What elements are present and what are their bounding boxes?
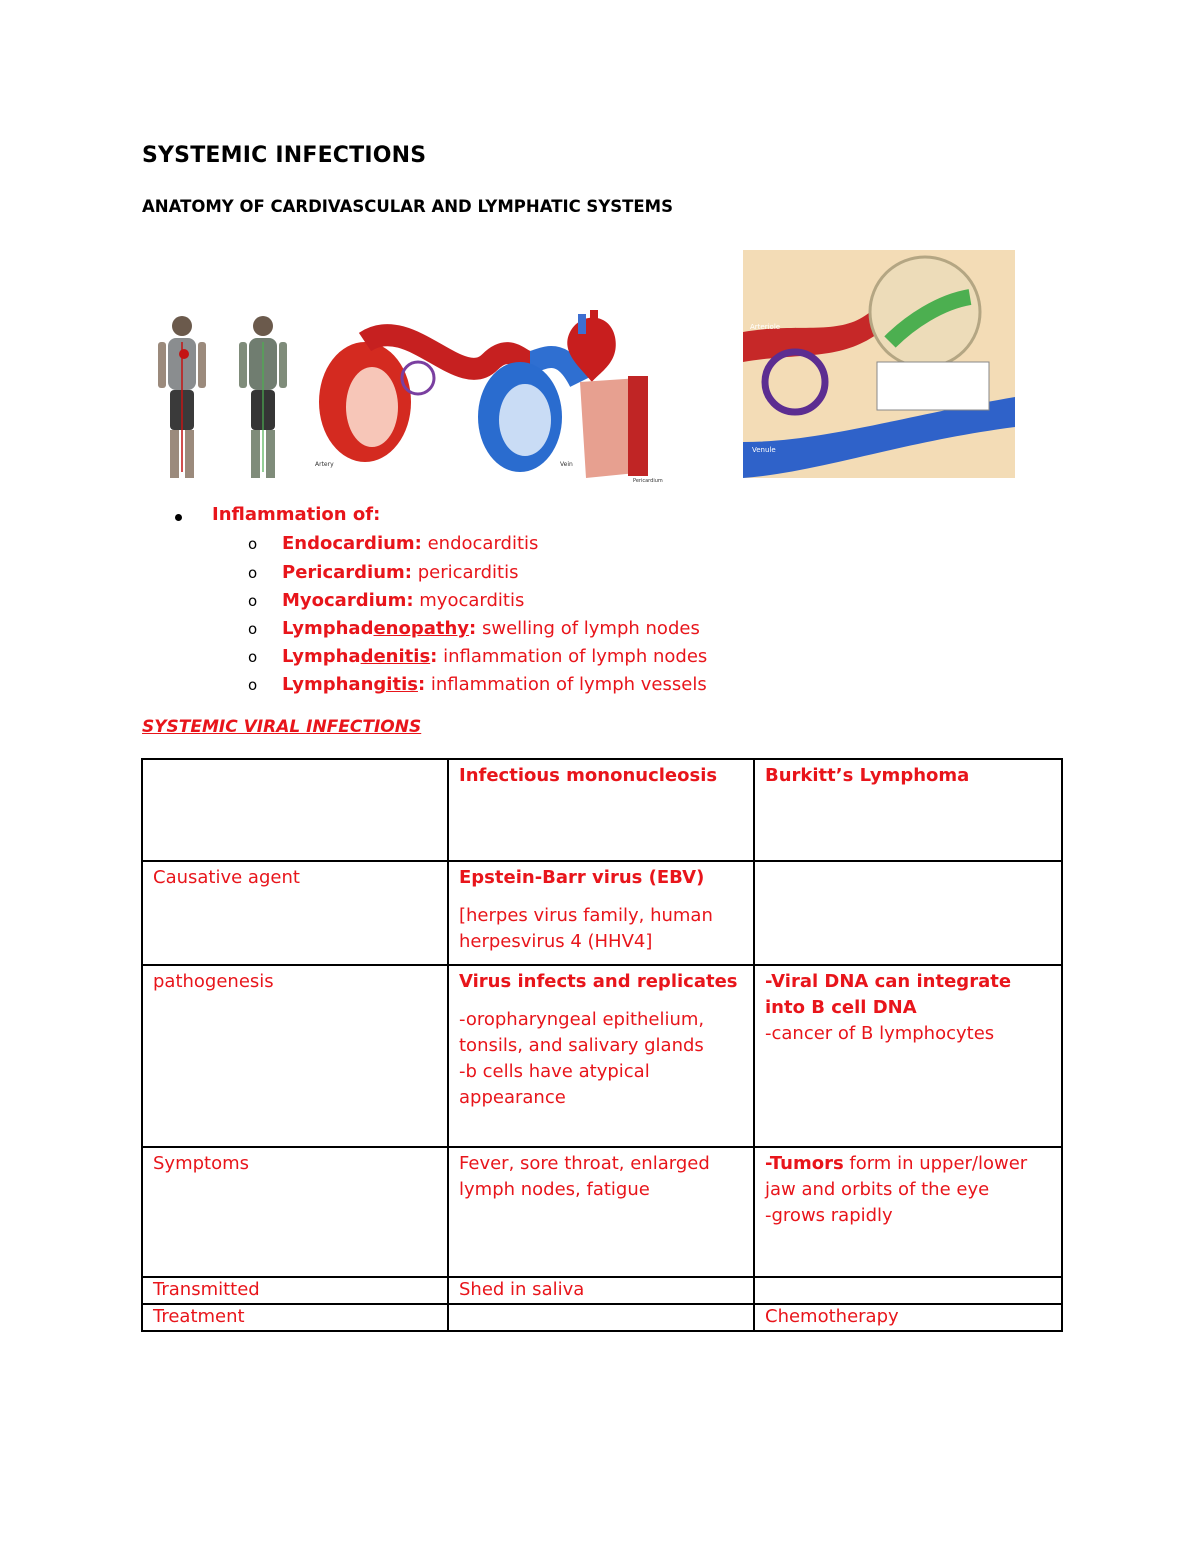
term: Myocardium: <box>282 590 414 611</box>
table-row <box>142 965 1062 1147</box>
burkitt-symptoms-text: form in upper/lower jaw and orbits of the eye <box>765 1153 1028 1200</box>
row-label-transmitted: Transmitted <box>142 1277 448 1304</box>
page-subtitle: ANATOMY OF CARDIVASCULAR AND LYMPHATIC SYSTEMS <box>142 197 673 216</box>
table-row <box>142 1277 1062 1304</box>
term-description: endocarditis <box>421 533 539 554</box>
term: Lympha <box>282 646 361 667</box>
row-label-symptoms: Symptoms <box>142 1147 448 1277</box>
term-description: inflammation of lymph vessels <box>425 674 707 695</box>
sub-bullet: o <box>248 676 258 694</box>
mono-pathogenesis-line2: -b cells have atypical appearance <box>459 1061 650 1108</box>
term-colon: : <box>430 646 438 667</box>
heart-label-pericardium: Pericardium <box>633 478 663 484</box>
term-description: myocarditis <box>413 590 525 611</box>
burkitt-pathogenesis-bold: -Viral DNA can integrate into B cell DNA <box>765 971 1012 1018</box>
table-header-row <box>142 759 1062 861</box>
heart-wall-diagram <box>567 310 663 484</box>
cell-mono-treatment <box>448 1304 754 1331</box>
term: Endocardium: <box>282 533 422 554</box>
cell-mono-causative <box>448 861 754 965</box>
vessel-label-vein: Vein <box>560 461 573 468</box>
header-burkitts-lymphoma: Burkitt’s Lymphoma <box>754 759 1062 861</box>
table-row <box>142 1304 1062 1331</box>
table-row <box>142 861 1062 965</box>
bullet-dot <box>175 514 182 521</box>
human-figure-cardiovascular <box>158 316 206 478</box>
cell-burkitt-symptoms <box>754 1147 1062 1277</box>
sub-bullet: o <box>248 592 258 610</box>
mono-causative-text: [herpes virus family, human herpesvirus 4 (HHV4] <box>459 905 713 952</box>
sub-bullet: o <box>248 620 258 638</box>
term-underlined: denitis <box>360 646 431 667</box>
cell-mono-pathogenesis <box>448 965 754 1147</box>
viral-infections-table <box>141 758 1063 1332</box>
term-description: pericarditis <box>411 562 519 583</box>
term-colon: : <box>417 674 426 695</box>
burkitt-symptoms-line2: -grows rapidly <box>765 1205 893 1226</box>
sub-bullet: o <box>248 535 258 553</box>
mono-pathogenesis-bold: Virus infects and replicates <box>459 971 738 992</box>
term: Lymphan <box>282 674 374 695</box>
term: Lymphad <box>282 618 374 639</box>
row-label-treatment: Treatment <box>142 1304 448 1331</box>
term-colon: : <box>469 618 477 639</box>
vessel-label-artery: Artery <box>315 461 334 468</box>
inflammation-heading: Inflammation of: <box>212 504 381 525</box>
cell-burkitt-treatment: Chemotherapy <box>754 1304 1062 1331</box>
mono-causative-bold: Epstein-Barr virus (EBV) <box>459 867 705 888</box>
anatomy-figures <box>140 242 1020 490</box>
cell-mono-symptoms: Fever, sore throat, enlarged lymph nodes, fatigue <box>448 1147 754 1277</box>
cell-burkitt-causative <box>754 861 1062 965</box>
burkitt-pathogenesis-text: -cancer of B lymphocytes <box>765 1023 995 1044</box>
sub-bullet: o <box>248 564 258 582</box>
term: Pericardium: <box>282 562 412 583</box>
mono-pathogenesis-line1: -oropharyngeal epithelium, tonsils, and salivary glands <box>459 1009 705 1056</box>
row-label-pathogenesis: pathogenesis <box>142 965 448 1147</box>
human-figure-lymphatic <box>239 316 287 478</box>
header-infectious-mononucleosis: Infectious mononucleosis <box>448 759 754 861</box>
table-row <box>142 1147 1062 1277</box>
header-cell-empty <box>142 759 448 861</box>
lymph-label-venule: Venule <box>752 446 776 454</box>
cell-mono-transmitted: Shed in saliva <box>448 1277 754 1304</box>
cell-burkitt-pathogenesis <box>754 965 1062 1147</box>
section-title: SYSTEMIC VIRAL INFECTIONS <box>142 717 422 737</box>
term-underlined: gitis <box>373 674 418 695</box>
lymph-capillary-diagram <box>743 250 1015 478</box>
term-description: inflammation of lymph nodes <box>437 646 708 667</box>
artery-vein-diagram <box>315 335 580 472</box>
page-title: SYSTEMIC INFECTIONS <box>142 143 427 168</box>
lymph-label-arteriole: Arteriole <box>750 323 781 331</box>
row-label-causative-agent: Causative agent <box>142 861 448 965</box>
cell-burkitt-transmitted <box>754 1277 1062 1304</box>
term-underlined: enopathy <box>373 618 470 639</box>
term-description: swelling of lymph nodes <box>476 618 700 639</box>
burkitt-symptoms-bold: -Tumors <box>765 1153 844 1174</box>
sub-bullet: o <box>248 648 258 666</box>
